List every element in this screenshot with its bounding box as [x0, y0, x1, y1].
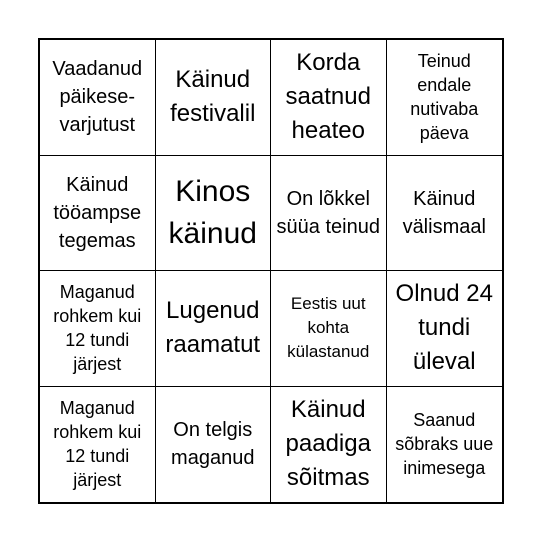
bingo-cell-text: Saanud sõbraks uue inimesega — [395, 410, 494, 479]
bingo-cell-text: Korda saatnud heateo — [285, 49, 371, 145]
bingo-cell[interactable] — [40, 271, 156, 387]
bingo-cell[interactable] — [156, 40, 272, 156]
bingo-cell[interactable] — [271, 40, 387, 156]
bingo-cell-text: Käinud festivalil — [170, 66, 256, 128]
bingo-cell[interactable] — [156, 271, 272, 387]
bingo-cell-text: Lugenud raamatut — [165, 297, 261, 359]
bingo-cell[interactable] — [156, 387, 272, 503]
bingo-cell[interactable] — [387, 271, 503, 387]
bingo-cell-text: Käinud välismaal — [402, 187, 486, 238]
bingo-cell-text: On lõkkel süüa teinud — [276, 187, 380, 238]
bingo-cell[interactable] — [387, 40, 503, 156]
bingo-cell-text: Kinos käinud — [168, 174, 257, 250]
bingo-cell[interactable] — [40, 387, 156, 503]
bingo-cell-text: Eestis uut kohta külastanud — [287, 294, 370, 362]
bingo-cell[interactable] — [387, 387, 503, 503]
bingo-cell[interactable] — [271, 156, 387, 272]
bingo-cell-text: Käinud tööampse tegemas — [53, 173, 142, 252]
bingo-cell[interactable] — [40, 156, 156, 272]
bingo-cell-text: Olnud 24 tundi üleval — [395, 280, 493, 376]
bingo-cell-text: Käinud paadiga sõitmas — [285, 396, 371, 492]
bingo-cell-text: On telgis maganud — [171, 419, 255, 470]
bingo-cell[interactable] — [387, 156, 503, 272]
bingo-cell[interactable] — [271, 271, 387, 387]
bingo-cell-text: Maganud rohkem kui 12 tundi järjest — [53, 398, 142, 491]
bingo-cell[interactable] — [271, 387, 387, 503]
bingo-cell[interactable] — [156, 156, 272, 272]
bingo-cell-text: Teinud endale nutivaba päeva — [410, 51, 479, 144]
bingo-board — [38, 38, 504, 504]
bingo-cell-text: Vaadanud päikese-varjutust — [52, 58, 143, 137]
bingo-cell[interactable] — [40, 40, 156, 156]
bingo-cell-text: Maganud rohkem kui 12 tundi järjest — [53, 282, 142, 375]
